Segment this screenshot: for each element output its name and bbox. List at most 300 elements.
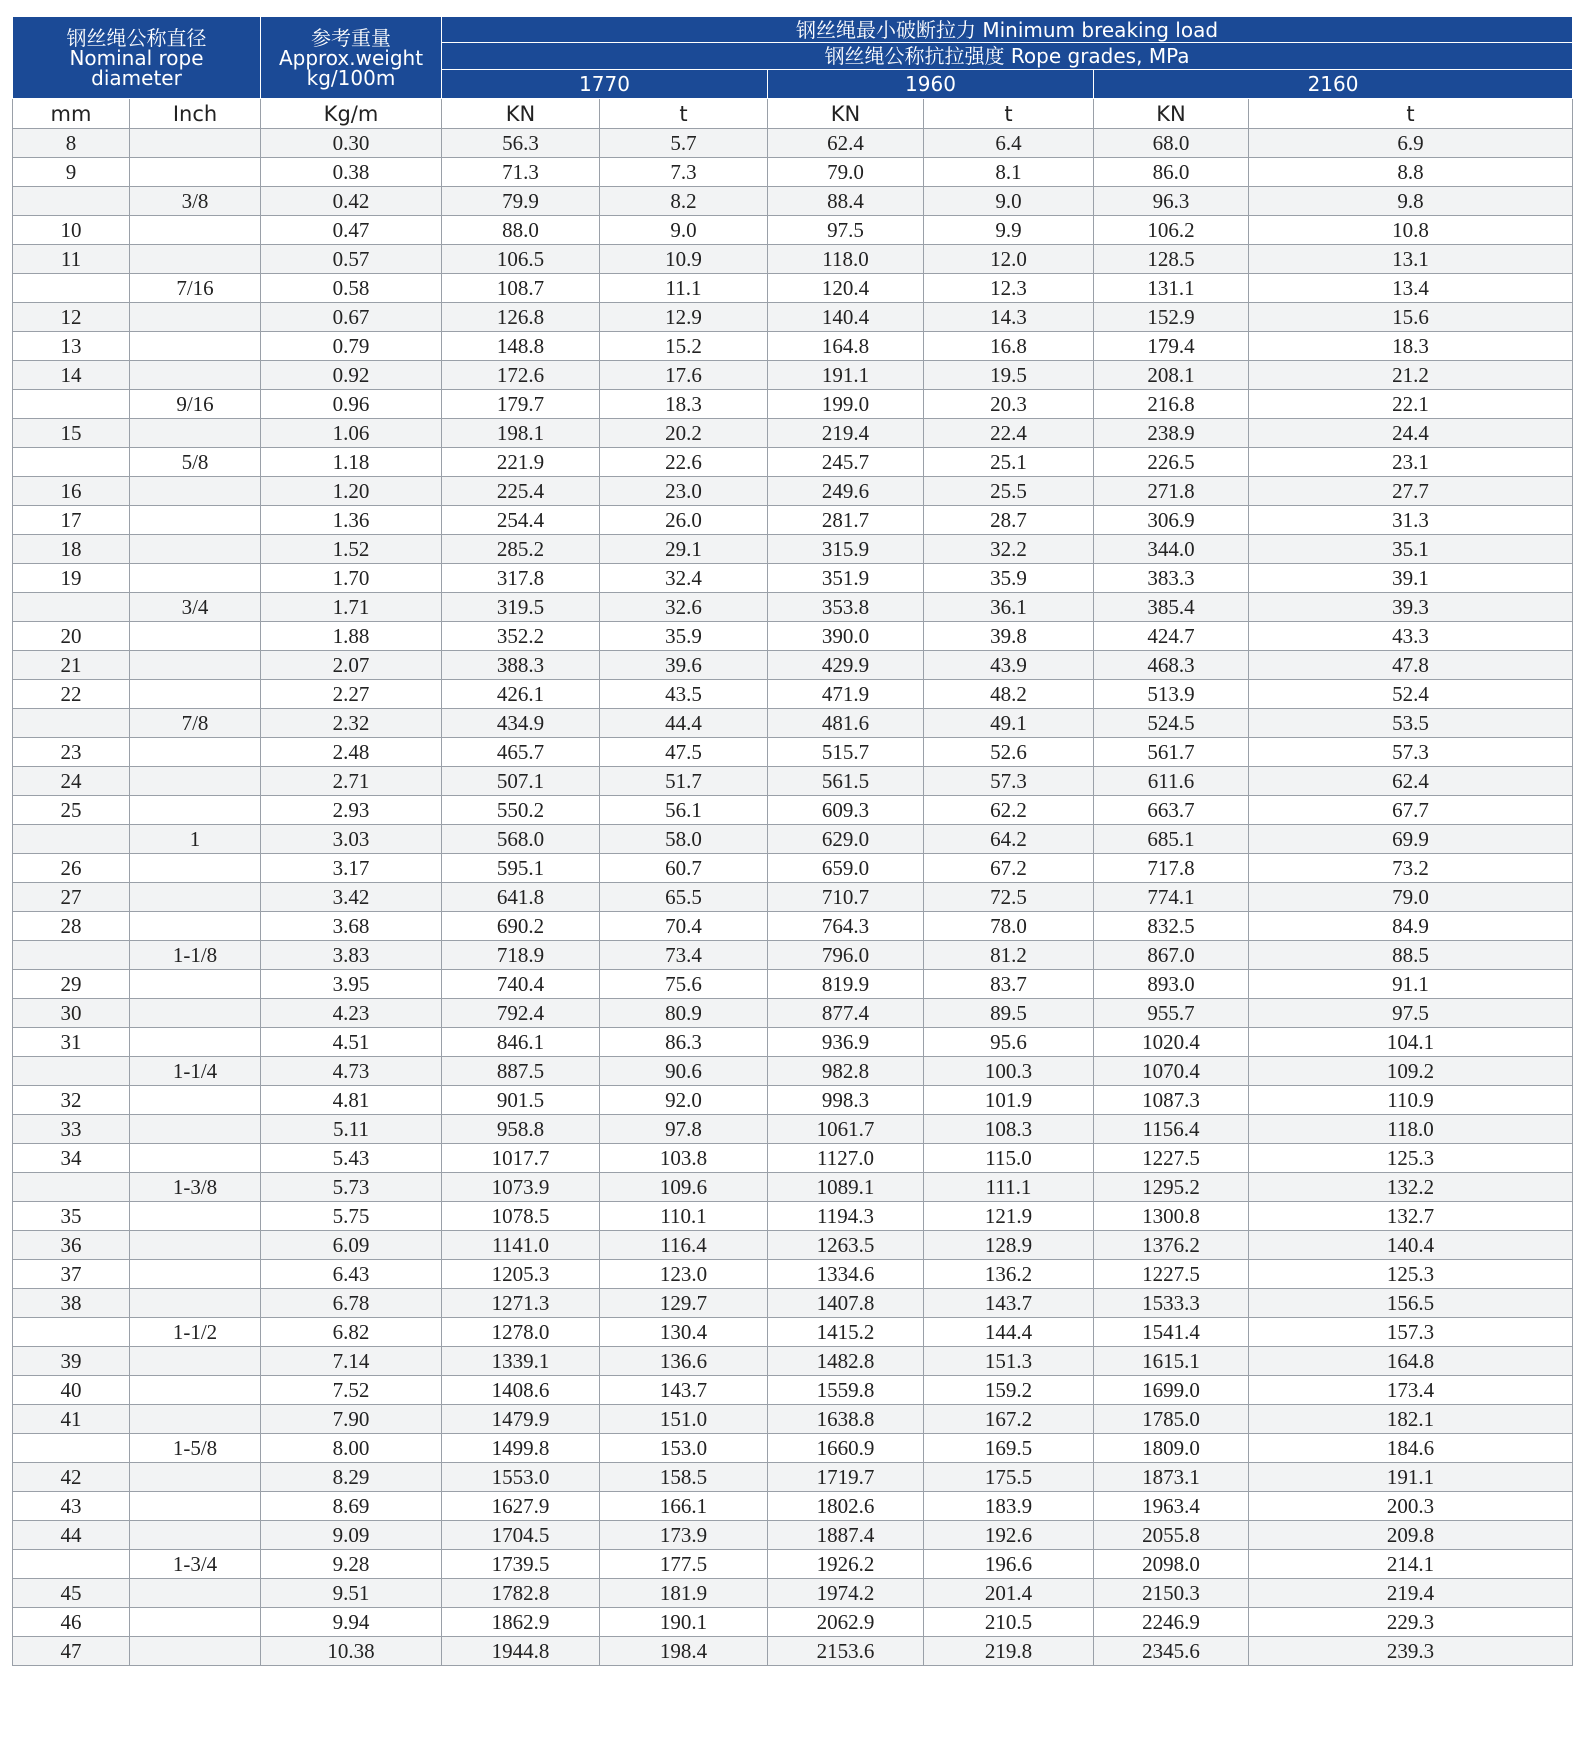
table-cell: 88.5: [1249, 941, 1573, 970]
table-cell: 7.52: [261, 1376, 442, 1405]
table-cell: [130, 1202, 261, 1231]
table-cell: 2.48: [261, 738, 442, 767]
header-weight-en-2: kg/100m: [306, 65, 396, 90]
table-cell: 1194.3: [768, 1202, 924, 1231]
table-cell: 198.1: [442, 419, 600, 448]
table-cell: 60.7: [600, 854, 768, 883]
table-body: [13, 99, 1573, 1666]
table-cell: 1073.9: [442, 1173, 600, 1202]
table-cell: 22.6: [600, 448, 768, 477]
table-cell: 609.3: [768, 796, 924, 825]
table-row: [13, 1463, 1573, 1492]
rope-spec-table: [12, 16, 1573, 1666]
units-row: [13, 99, 1573, 129]
table-cell: 125.3: [1249, 1144, 1573, 1173]
table-cell: 1020.4: [1094, 1028, 1249, 1057]
table-cell: [130, 1608, 261, 1637]
table-row: [13, 1289, 1573, 1318]
unit-cell: mm: [13, 99, 130, 129]
table-cell: 47: [13, 1637, 130, 1666]
table-cell: 0.92: [261, 361, 442, 390]
table-cell: 126.8: [442, 303, 600, 332]
table-cell: 1127.0: [768, 1144, 924, 1173]
table-cell: 78.0: [924, 912, 1094, 941]
table-cell: 41: [13, 1405, 130, 1434]
table-cell: 190.1: [600, 1608, 768, 1637]
table-cell: 148.8: [442, 332, 600, 361]
table-cell: 3.03: [261, 825, 442, 854]
table-cell: 8.00: [261, 1434, 442, 1463]
table-cell: 8: [13, 129, 130, 158]
table-cell: 106.2: [1094, 216, 1249, 245]
table-row: [13, 1579, 1573, 1608]
table-cell: 9/16: [130, 390, 261, 419]
table-cell: 16.8: [924, 332, 1094, 361]
table-row: [13, 216, 1573, 245]
table-cell: 96.3: [1094, 187, 1249, 216]
table-cell: 1300.8: [1094, 1202, 1249, 1231]
table-cell: 774.1: [1094, 883, 1249, 912]
table-cell: 6.9: [1249, 129, 1573, 158]
table-cell: 8.29: [261, 1463, 442, 1492]
table-cell: 18: [13, 535, 130, 564]
table-row: [13, 854, 1573, 883]
table-cell: 1.20: [261, 477, 442, 506]
table-cell: 91.1: [1249, 970, 1573, 999]
table-cell: 9.0: [924, 187, 1094, 216]
table-cell: 35.9: [600, 622, 768, 651]
table-cell: 1974.2: [768, 1579, 924, 1608]
table-cell: 181.9: [600, 1579, 768, 1608]
table-row: [13, 332, 1573, 361]
table-cell: 3.68: [261, 912, 442, 941]
table-cell: 209.8: [1249, 1521, 1573, 1550]
table-row: [13, 1028, 1573, 1057]
table-cell: 792.4: [442, 999, 600, 1028]
table-cell: 10: [13, 216, 130, 245]
table-row: [13, 912, 1573, 941]
rope-spec-table-container: [12, 16, 1572, 1666]
table-cell: [130, 1231, 261, 1260]
table-cell: 15.2: [600, 332, 768, 361]
table-cell: 47.5: [600, 738, 768, 767]
table-cell: 1-3/8: [130, 1173, 261, 1202]
table-cell: 271.8: [1094, 477, 1249, 506]
table-cell: 156.5: [1249, 1289, 1573, 1318]
table-cell: 877.4: [768, 999, 924, 1028]
table-cell: 1862.9: [442, 1608, 600, 1637]
table-cell: 3.17: [261, 854, 442, 883]
table-row: [13, 1144, 1573, 1173]
table-cell: 30: [13, 999, 130, 1028]
table-cell: 151.0: [600, 1405, 768, 1434]
table-cell: 199.0: [768, 390, 924, 419]
table-cell: 67.2: [924, 854, 1094, 883]
table-cell: [130, 767, 261, 796]
table-cell: [130, 129, 261, 158]
table-cell: 1415.2: [768, 1318, 924, 1347]
table-cell: 151.3: [924, 1347, 1094, 1376]
table-row: [13, 1434, 1573, 1463]
unit-cell: t: [600, 99, 768, 129]
table-cell: 29.1: [600, 535, 768, 564]
table-cell: 118.0: [768, 245, 924, 274]
table-cell: [130, 1260, 261, 1289]
table-row: [13, 1550, 1573, 1579]
table-row: [13, 999, 1573, 1028]
table-cell: [13, 448, 130, 477]
table-cell: [130, 912, 261, 941]
table-row: [13, 941, 1573, 970]
table-cell: 173.9: [600, 1521, 768, 1550]
table-cell: 44: [13, 1521, 130, 1550]
table-cell: 110.1: [600, 1202, 768, 1231]
table-cell: 191.1: [768, 361, 924, 390]
table-cell: 173.4: [1249, 1376, 1573, 1405]
table-cell: 56.3: [442, 129, 600, 158]
table-cell: 29: [13, 970, 130, 999]
table-cell: 426.1: [442, 680, 600, 709]
table-cell: 239.3: [1249, 1637, 1573, 1666]
table-cell: 12.0: [924, 245, 1094, 274]
table-cell: 144.4: [924, 1318, 1094, 1347]
table-cell: 1070.4: [1094, 1057, 1249, 1086]
table-cell: 9.0: [600, 216, 768, 245]
table-cell: [130, 1579, 261, 1608]
table-cell: [13, 1173, 130, 1202]
table-cell: 42: [13, 1463, 130, 1492]
table-cell: 1809.0: [1094, 1434, 1249, 1463]
table-cell: 20.2: [600, 419, 768, 448]
table-cell: 196.6: [924, 1550, 1094, 1579]
table-cell: 57.3: [1249, 738, 1573, 767]
table-cell: 1499.8: [442, 1434, 600, 1463]
table-cell: 254.4: [442, 506, 600, 535]
table-cell: 26: [13, 854, 130, 883]
table-cell: 32.6: [600, 593, 768, 622]
table-cell: 7.90: [261, 1405, 442, 1434]
table-row: [13, 303, 1573, 332]
table-cell: 97.8: [600, 1115, 768, 1144]
table-cell: 1785.0: [1094, 1405, 1249, 1434]
table-cell: 153.0: [600, 1434, 768, 1463]
table-cell: 88.0: [442, 216, 600, 245]
table-cell: 128.5: [1094, 245, 1249, 274]
table-cell: 51.7: [600, 767, 768, 796]
table-cell: 998.3: [768, 1086, 924, 1115]
table-cell: 1944.8: [442, 1637, 600, 1666]
table-cell: 0.96: [261, 390, 442, 419]
table-cell: [13, 1550, 130, 1579]
table-cell: 13: [13, 332, 130, 361]
table-cell: 1.52: [261, 535, 442, 564]
table-cell: 33: [13, 1115, 130, 1144]
table-cell: [13, 941, 130, 970]
unit-cell: t: [1249, 99, 1573, 129]
table-cell: 955.7: [1094, 999, 1249, 1028]
table-cell: 1638.8: [768, 1405, 924, 1434]
table-cell: 1660.9: [768, 1434, 924, 1463]
table-row: [13, 129, 1573, 158]
table-cell: 352.2: [442, 622, 600, 651]
table-cell: [13, 1057, 130, 1086]
table-cell: [130, 158, 261, 187]
table-cell: 39.3: [1249, 593, 1573, 622]
table-row: [13, 419, 1573, 448]
table-cell: 13.1: [1249, 245, 1573, 274]
table-cell: 132.2: [1249, 1173, 1573, 1202]
table-cell: 629.0: [768, 825, 924, 854]
table-cell: 73.4: [600, 941, 768, 970]
table-row: [13, 1115, 1573, 1144]
table-cell: 1479.9: [442, 1405, 600, 1434]
table-cell: [13, 187, 130, 216]
table-cell: 179.7: [442, 390, 600, 419]
table-cell: 0.42: [261, 187, 442, 216]
table-cell: 663.7: [1094, 796, 1249, 825]
table-cell: 36: [13, 1231, 130, 1260]
table-cell: [130, 361, 261, 390]
table-cell: 23.1: [1249, 448, 1573, 477]
table-cell: 317.8: [442, 564, 600, 593]
table-cell: 550.2: [442, 796, 600, 825]
table-cell: 120.4: [768, 274, 924, 303]
table-cell: 2.32: [261, 709, 442, 738]
table-cell: 36.1: [924, 593, 1094, 622]
table-cell: 49.1: [924, 709, 1094, 738]
table-row: [13, 245, 1573, 274]
table-cell: 11: [13, 245, 130, 274]
table-cell: [130, 1028, 261, 1057]
table-row: [13, 1405, 1573, 1434]
table-cell: [130, 1637, 261, 1666]
table-cell: 24: [13, 767, 130, 796]
table-cell: 37: [13, 1260, 130, 1289]
table-cell: 717.8: [1094, 854, 1249, 883]
table-cell: 2.07: [261, 651, 442, 680]
table-cell: 39.1: [1249, 564, 1573, 593]
table-cell: 595.1: [442, 854, 600, 883]
table-cell: [130, 970, 261, 999]
table-cell: 23: [13, 738, 130, 767]
table-cell: [130, 1144, 261, 1173]
table-cell: 121.9: [924, 1202, 1094, 1231]
table-row: [13, 1318, 1573, 1347]
table-row: [13, 709, 1573, 738]
table-cell: 481.6: [768, 709, 924, 738]
table-row: [13, 1347, 1573, 1376]
table-cell: 32.2: [924, 535, 1094, 564]
unit-cell: t: [924, 99, 1094, 129]
table-row: [13, 593, 1573, 622]
table-cell: 1782.8: [442, 1579, 600, 1608]
table-cell: [130, 796, 261, 825]
table-cell: 219.4: [1249, 1579, 1573, 1608]
table-cell: 2.27: [261, 680, 442, 709]
table-cell: 1887.4: [768, 1521, 924, 1550]
table-cell: 225.4: [442, 477, 600, 506]
table-row: [13, 622, 1573, 651]
table-cell: 143.7: [600, 1376, 768, 1405]
table-row: [13, 506, 1573, 535]
table-cell: 1699.0: [1094, 1376, 1249, 1405]
table-row: [13, 187, 1573, 216]
table-cell: 893.0: [1094, 970, 1249, 999]
table-cell: [130, 1347, 261, 1376]
table-cell: 690.2: [442, 912, 600, 941]
table-cell: 169.5: [924, 1434, 1094, 1463]
table-cell: 130.4: [600, 1318, 768, 1347]
table-cell: 7.14: [261, 1347, 442, 1376]
table-cell: 1-1/2: [130, 1318, 261, 1347]
table-cell: 306.9: [1094, 506, 1249, 535]
table-cell: 226.5: [1094, 448, 1249, 477]
table-cell: 515.7: [768, 738, 924, 767]
table-cell: 214.1: [1249, 1550, 1573, 1579]
table-cell: [13, 1434, 130, 1463]
table-cell: 103.8: [600, 1144, 768, 1173]
table-cell: 1205.3: [442, 1260, 600, 1289]
table-cell: 1627.9: [442, 1492, 600, 1521]
table-row: [13, 1260, 1573, 1289]
table-cell: 109.6: [600, 1173, 768, 1202]
table-cell: 9.28: [261, 1550, 442, 1579]
table-cell: [13, 274, 130, 303]
table-cell: 1-5/8: [130, 1434, 261, 1463]
table-cell: 5.75: [261, 1202, 442, 1231]
table-cell: 1615.1: [1094, 1347, 1249, 1376]
table-cell: 140.4: [768, 303, 924, 332]
table-row: [13, 1376, 1573, 1405]
table-cell: 123.0: [600, 1260, 768, 1289]
table-cell: 164.8: [1249, 1347, 1573, 1376]
table-cell: 611.6: [1094, 767, 1249, 796]
table-cell: [13, 593, 130, 622]
table-cell: 84.9: [1249, 912, 1573, 941]
table-cell: 2345.6: [1094, 1637, 1249, 1666]
table-cell: 80.9: [600, 999, 768, 1028]
table-cell: 72.5: [924, 883, 1094, 912]
table-cell: 62.4: [1249, 767, 1573, 796]
table-cell: [130, 535, 261, 564]
table-cell: 8.2: [600, 187, 768, 216]
table-cell: 20: [13, 622, 130, 651]
table-cell: 6.43: [261, 1260, 442, 1289]
table-cell: 351.9: [768, 564, 924, 593]
table-row: [13, 738, 1573, 767]
table-cell: 471.9: [768, 680, 924, 709]
table-cell: 344.0: [1094, 535, 1249, 564]
table-cell: 159.2: [924, 1376, 1094, 1405]
table-cell: 1739.5: [442, 1550, 600, 1579]
table-cell: 71.3: [442, 158, 600, 187]
table-cell: 57.3: [924, 767, 1094, 796]
table-cell: 901.5: [442, 1086, 600, 1115]
table-cell: 1482.8: [768, 1347, 924, 1376]
table-cell: [13, 390, 130, 419]
table-row: [13, 1637, 1573, 1666]
table-cell: 43.5: [600, 680, 768, 709]
table-cell: 1376.2: [1094, 1231, 1249, 1260]
table-cell: 1.71: [261, 593, 442, 622]
table-cell: 208.1: [1094, 361, 1249, 390]
table-cell: 69.9: [1249, 825, 1573, 854]
table-cell: 35: [13, 1202, 130, 1231]
table-cell: 58.0: [600, 825, 768, 854]
table-row: [13, 535, 1573, 564]
table-cell: 1-3/4: [130, 1550, 261, 1579]
table-cell: 1704.5: [442, 1521, 600, 1550]
table-cell: 1407.8: [768, 1289, 924, 1318]
table-cell: 245.7: [768, 448, 924, 477]
table-cell: 1.36: [261, 506, 442, 535]
table-cell: 53.5: [1249, 709, 1573, 738]
table-row: [13, 564, 1573, 593]
table-cell: 1271.3: [442, 1289, 600, 1318]
table-cell: 75.6: [600, 970, 768, 999]
table-cell: 39: [13, 1347, 130, 1376]
table-cell: 182.1: [1249, 1405, 1573, 1434]
table-cell: 1263.5: [768, 1231, 924, 1260]
table-row: [13, 477, 1573, 506]
table-cell: 0.79: [261, 332, 442, 361]
table-cell: 8.1: [924, 158, 1094, 187]
table-cell: 17.6: [600, 361, 768, 390]
table-cell: 12.3: [924, 274, 1094, 303]
table-cell: 20.3: [924, 390, 1094, 419]
table-cell: [130, 622, 261, 651]
table-cell: 86.3: [600, 1028, 768, 1057]
table-cell: 2.71: [261, 767, 442, 796]
table-cell: [130, 506, 261, 535]
table-cell: 1719.7: [768, 1463, 924, 1492]
table-cell: 177.5: [600, 1550, 768, 1579]
table-cell: 157.3: [1249, 1318, 1573, 1347]
table-cell: 179.4: [1094, 332, 1249, 361]
table-cell: 1553.0: [442, 1463, 600, 1492]
table-cell: 40: [13, 1376, 130, 1405]
table-cell: 136.6: [600, 1347, 768, 1376]
table-cell: 183.9: [924, 1492, 1094, 1521]
table-cell: 2.93: [261, 796, 442, 825]
header-grade-1770: 1770: [442, 70, 768, 99]
table-cell: 95.6: [924, 1028, 1094, 1057]
table-cell: 18.3: [1249, 332, 1573, 361]
table-cell: 198.4: [600, 1637, 768, 1666]
table-cell: 21.2: [1249, 361, 1573, 390]
table-cell: 390.0: [768, 622, 924, 651]
table-cell: 1559.8: [768, 1376, 924, 1405]
table-cell: 81.2: [924, 941, 1094, 970]
table-cell: 64.2: [924, 825, 1094, 854]
table-cell: 131.1: [1094, 274, 1249, 303]
table-cell: [130, 1463, 261, 1492]
table-cell: [13, 709, 130, 738]
table-cell: [130, 883, 261, 912]
table-cell: 62.2: [924, 796, 1094, 825]
table-cell: 383.3: [1094, 564, 1249, 593]
table-cell: 79.9: [442, 187, 600, 216]
table-cell: 210.5: [924, 1608, 1094, 1637]
table-row: [13, 680, 1573, 709]
table-cell: 39.8: [924, 622, 1094, 651]
table-cell: 67.7: [1249, 796, 1573, 825]
table-cell: 6.82: [261, 1318, 442, 1347]
table-cell: [130, 651, 261, 680]
table-cell: 3.83: [261, 941, 442, 970]
table-cell: [130, 332, 261, 361]
table-cell: 1.88: [261, 622, 442, 651]
